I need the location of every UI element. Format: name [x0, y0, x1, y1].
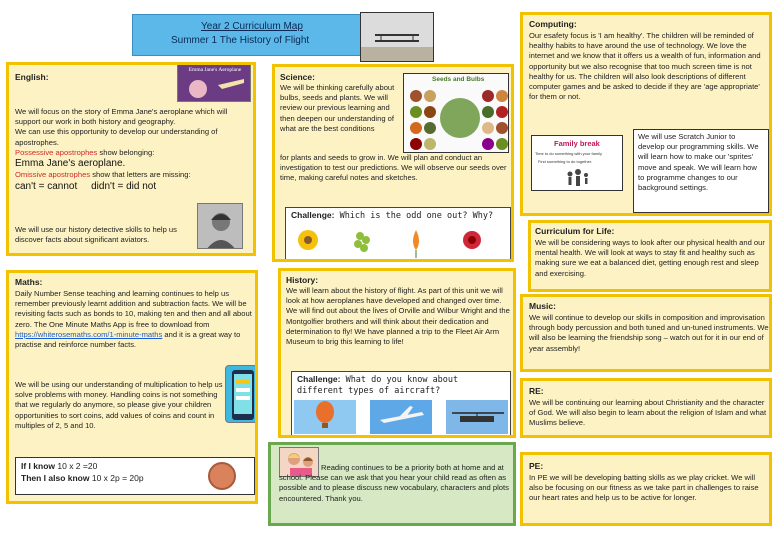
english-para-1: We will focus on the story of Emma Jane's aeroplane which will support our work in both history and geography.: [15, 107, 228, 127]
computing-heading: Computing:: [529, 19, 577, 29]
history-challenge-box: [291, 371, 511, 437]
maths-heading: Maths:: [15, 277, 43, 287]
aviator-photo: [197, 203, 243, 249]
aircraft-images: [292, 398, 512, 436]
cfl-text: We will be considering ways to look after our physical health and our mental health. We will look at ways to stay fit and healthy such as making sure we eat a balanced diet, getting enough rest and sleep and exercising.: [535, 238, 765, 278]
maths-para-1-end: and it is a great way to practise and reinforce number facts.: [15, 329, 241, 349]
possessive-text: show belonging:: [97, 147, 155, 157]
history-text: We will learn about the history of flight. As part of this unit we will look at how aeroplanes have developed and changed over time. We will find out about the lives of Orville and Wilbur Wright and the Montgolfier brothers and will think about their dedication and determination to fly! We have planned a trip to the Fleet Air Arm Museum to brig this learning to life!: [286, 286, 510, 346]
family-break-poster: [531, 135, 623, 191]
family-icon: [532, 136, 623, 191]
odd-one-out-images: [286, 224, 512, 260]
re-heading: RE:: [529, 386, 544, 396]
maths-app-image: [225, 365, 258, 423]
cfl-heading: Curriculum for Life:: [535, 226, 615, 236]
science-heading: Science:: [280, 72, 315, 82]
curriculum-for-life-section: [528, 220, 772, 292]
re-section: [520, 378, 772, 438]
history-heading: History:: [286, 275, 319, 285]
science-text-top: We will be thinking carefully about bulbs, seeds and plants. We will review our previous learning and then deepen our understanding of what are the best conditions: [280, 83, 395, 133]
possessive-example: Emma Jane's aeroplane.: [15, 157, 126, 169]
example-fact: 10 x 2 =20: [57, 461, 98, 471]
history-challenge-question: What do you know about different types of aircraft?: [297, 375, 459, 396]
book-cover-image: [177, 62, 251, 102]
example-money-fact: 10 x 2p = 20p: [91, 472, 144, 483]
maths-section: [6, 270, 258, 504]
seeds-bulbs-image: [403, 73, 509, 153]
science-text-bottom: for plants and seeds to grow in. We will plan and conduct an investigation to test our predictions. We will observe our seeds over time, making careful notes and sketches.: [280, 153, 507, 183]
reading-section: [268, 442, 516, 526]
history-challenge-label: Challenge:: [297, 374, 341, 384]
possessive-label: Possessive apostrophes: [15, 147, 98, 157]
science-challenge-label: Challenge:: [291, 210, 335, 220]
maths-para-2: We will be using our understanding of multiplication to help us solve problems with money. Handling coins is not something that we regularly do anymore, so please give your children opportunities to sort coins, add values of coins and count in multiples of 2, 5 and 10.: [15, 380, 223, 430]
reading-text: [279, 463, 511, 504]
poster-line-2: Find something to do together.: [538, 159, 593, 164]
maths-para-1: Daily Number Sense teaching and learning continues to help us remember previously learnt addition and subtraction facts. We will be revisiting facts such as bonds to 10, making ten and then and all about zero. The One Minute Maths App is free to download from: [15, 289, 252, 329]
poster-title: Family break: [554, 139, 600, 148]
poster-line-1: Time to do something with your family: [535, 151, 602, 156]
re-text: We will be continuing our learning about Christianity and the character of God. We will also begin to learn about the religion of Islam and what Muslims believe.: [529, 398, 767, 428]
music-text: We will continue to develop our skills in composition and improvisation through body percussion and both tuned and un-tuned instruments. We will also be learning the friendship song – watch out for it in our end of year assembly!: [529, 313, 769, 353]
example-if-i-know: If I know: [21, 461, 58, 471]
computing-section: [520, 12, 772, 216]
english-heading: English:: [15, 72, 49, 82]
english-para-2: We can use this opportunity to develop our understanding of apostrophes.: [15, 127, 218, 147]
science-section: [272, 64, 514, 262]
scratch-junior-text: We will use Scratch Junior to develop our programming skills. We will learn how to make our 'sprites' move and speak. We will learn how to programme changes to our background settings.: [638, 132, 759, 192]
omissive-text: show that letters are missing:: [90, 170, 191, 180]
reading-text-content: Reading continues to be a priority both at home and at school. Please can we ask that you hear your child read as often as possible and to please discuss new vocabulary, characters and plots encountered. Thank you.: [279, 463, 509, 503]
seeds-image-title: Seeds and Bulbs: [432, 76, 485, 83]
example-then-i-know: Then I also know: [21, 472, 92, 483]
science-challenge-box: [285, 207, 511, 261]
science-challenge-question: Which is the odd one out? Why?: [334, 211, 494, 221]
penny-coin-icon: [208, 462, 236, 490]
maths-example-box: [15, 457, 255, 495]
one-minute-maths-link[interactable]: https://whiterosemaths.com/1-minute-maths: [15, 329, 163, 339]
pe-text: In PE we will be developing batting skills as we play cricket. We will also be focusing on our fitness as we take part in challenges to raise our heart rates and help us to be active for longer.: [529, 473, 759, 503]
english-para-3: We will use our history detective skills to help us discover facts about significant aviators.: [15, 225, 177, 245]
page-subtitle: Summer 1 The History of Flight: [171, 35, 310, 46]
book-cover-title: Emma Jane's Aeroplane: [188, 67, 242, 73]
computing-text: Our esafety focus is 'I am healthy'. The children will be reminded of healthy habits to have around the use of technology. We love the internet and we know that it offers us a wealth of fun, information and opportunity but we also recognise that too much screen time is not healthy for us. The children will also look descriptions of different computer games and be asked to decide if they are 'age appropriate' for them or not.: [529, 31, 761, 102]
page-title: Year 2 Curriculum Map: [201, 21, 303, 32]
omissive-example: can't = cannot didn't = did not: [15, 180, 157, 192]
english-section: [6, 62, 256, 256]
pe-section: [520, 452, 772, 526]
music-heading: Music:: [529, 301, 556, 311]
pe-heading: PE:: [529, 461, 544, 471]
scratch-junior-box: [633, 129, 769, 213]
wright-flyer-photo: [360, 12, 434, 62]
history-section: [278, 268, 516, 438]
omissive-label: Omissive apostrophes: [15, 170, 91, 180]
music-section: [520, 294, 772, 372]
